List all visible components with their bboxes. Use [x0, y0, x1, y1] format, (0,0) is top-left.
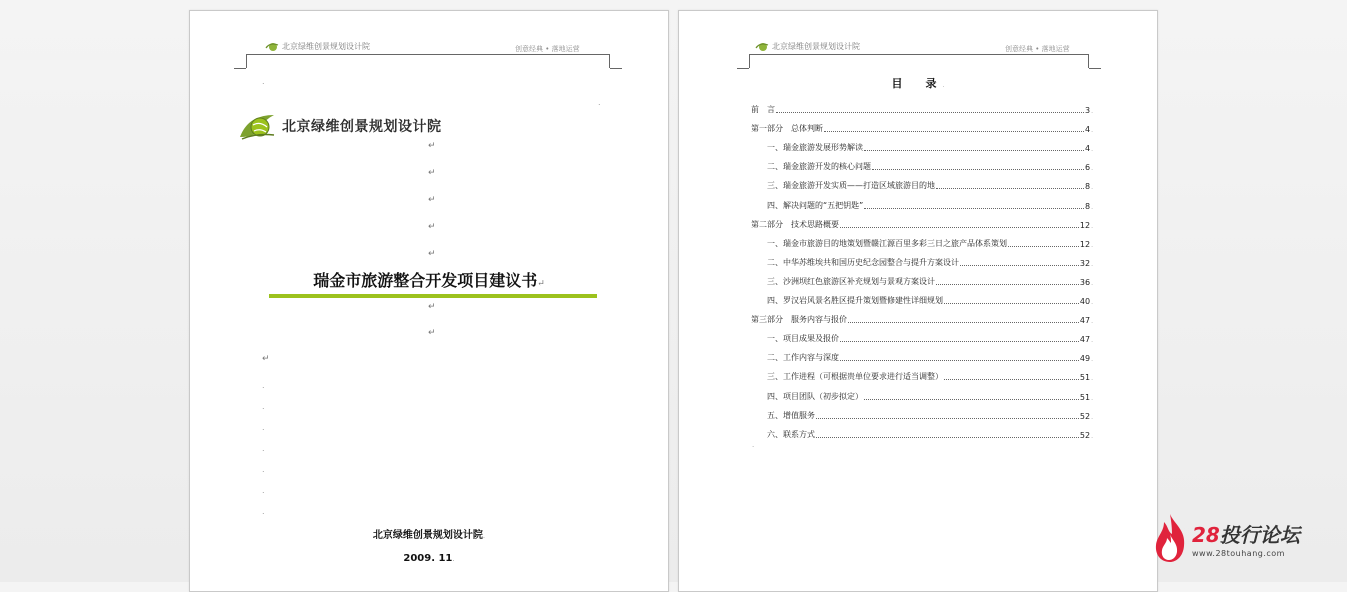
paragraph-mark: . [598, 98, 601, 107]
toc-entry-page: 51 [1079, 392, 1091, 402]
toc-entry-page: 4 [1084, 125, 1091, 135]
document-title: 瑞金市旅游整合开发项目建议书↵ [313, 271, 545, 290]
return-mark: ↵ [428, 141, 436, 151]
org-name: 北京绿维创景规划设计院 [282, 119, 442, 135]
return-mark: ↵ [262, 354, 270, 364]
paragraph-mark: . [1091, 203, 1093, 211]
paragraph-mark: . [262, 444, 265, 453]
toc-entry-label: 二、瑞金旅游开发的核心问题 [767, 162, 871, 172]
cover-footer-org: 北京绿维创景规划设计院. [372, 530, 486, 541]
return-mark: ↵ [428, 222, 436, 232]
title-underline [269, 294, 597, 298]
return-mark: ↵ [428, 249, 436, 259]
toc-entry-label: 第二部分 技术思路概要 [751, 219, 839, 229]
header-logo [755, 41, 860, 52]
paragraph-mark: . [1091, 165, 1093, 173]
paragraph-mark: . [262, 381, 265, 390]
header-rule [246, 54, 610, 70]
header-rule [749, 54, 1089, 70]
paragraph-mark: . [1091, 127, 1093, 135]
toc-leader-dots [848, 322, 1079, 323]
toc-entry-label: 第一部分 总体判断 [751, 124, 823, 134]
toc-entry[interactable] [751, 115, 1093, 134]
toc-entry-page: 3 [1084, 106, 1091, 116]
toc-entry[interactable] [751, 153, 1093, 172]
toc-leader-dots [816, 437, 1079, 438]
paragraph-mark: . [1091, 356, 1093, 364]
paragraph-mark: . [1091, 260, 1093, 268]
toc-leader-dots [936, 188, 1084, 189]
toc-leader-dots [944, 379, 1079, 380]
toc-leader-dots [776, 112, 1084, 113]
toc-entry[interactable] [751, 344, 1093, 363]
toc-entry[interactable] [751, 363, 1093, 382]
toc-entry-label: 四、项目团队（初步拟定） [767, 391, 863, 401]
toc-entry[interactable] [751, 134, 1093, 153]
toc-entry-label: 一、项目成果及报价 [767, 334, 839, 344]
toc-leader-dots [840, 360, 1079, 361]
toc-entry-label: 三、沙洲坝红色旅游区补充规划与景观方案设计 [767, 276, 935, 286]
org-logo [238, 111, 442, 141]
paragraph-mark: . [262, 486, 265, 495]
toc-leader-dots [864, 208, 1084, 209]
flame-icon [1152, 512, 1188, 564]
toc-entry-page: 32 [1079, 258, 1091, 268]
paragraph-mark: . [262, 423, 265, 432]
watermark-name: 投行论坛 [1219, 522, 1300, 547]
paragraph-mark: . [1091, 394, 1093, 402]
watermark-url: www.28touhang.com [1192, 548, 1285, 558]
toc-entry-page: 49 [1079, 354, 1091, 364]
toc-entry-page: 51 [1079, 373, 1091, 383]
header-slogan: 创意经典 • 落地运营 [515, 45, 580, 53]
cover-page [189, 10, 669, 592]
toc-entry-page: 12 [1079, 239, 1091, 249]
paragraph-mark: . [1091, 241, 1093, 249]
paragraph-mark: . [262, 77, 265, 86]
paragraph-mark: . [1091, 108, 1093, 116]
paragraph-mark: . [1091, 299, 1093, 307]
header-slogan: 创意经典 • 落地运营 [1005, 45, 1070, 53]
toc-entry-page: 47 [1079, 335, 1091, 345]
leaf-logo-icon [755, 42, 769, 52]
paragraph-mark: . [1091, 279, 1093, 287]
toc-leader-dots [960, 265, 1079, 266]
paragraph-mark: . [1091, 413, 1093, 421]
return-mark: ↵ [428, 328, 436, 338]
toc-entry-label: 二、工作内容与深度 [767, 353, 839, 363]
return-mark: ↵ [428, 195, 436, 205]
toc-entry[interactable] [751, 230, 1093, 249]
toc-leader-dots [1008, 246, 1079, 247]
header-org-name: 北京绿维创景规划设计院 [282, 42, 370, 51]
toc-entry-page: 52 [1079, 411, 1091, 421]
toc-entry-label: 前 言 [751, 105, 775, 115]
toc-entry[interactable] [751, 172, 1093, 191]
paragraph-mark: . [262, 507, 265, 516]
paragraph-mark: . [1091, 432, 1093, 440]
paragraph-mark: . [1091, 146, 1093, 154]
toc-entry-page: 52 [1079, 430, 1091, 440]
toc-entry[interactable] [751, 382, 1093, 401]
toc-entry-label: 三、瑞金旅游开发实质——打造区域旅游目的地 [767, 181, 935, 191]
toc-entry[interactable] [751, 325, 1093, 344]
paragraph-mark: . [262, 465, 265, 474]
toc-entry-page: 40 [1079, 297, 1091, 307]
toc-leader-dots [816, 418, 1079, 419]
toc-list [751, 96, 1093, 440]
toc-entry-label: 五、增值服务 [767, 410, 815, 420]
paragraph-mark: . [752, 441, 755, 449]
toc-entry-label: 六、联系方式 [767, 429, 815, 439]
toc-entry-page: 36 [1079, 277, 1091, 287]
toc-entry[interactable] [751, 211, 1093, 230]
toc-heading: 目 录. [891, 77, 945, 90]
toc-entry-label: 四、罗汉岩风景名胜区提升策划暨修建性详细规划 [767, 296, 943, 306]
toc-leader-dots [840, 227, 1079, 228]
header-logo [265, 41, 370, 52]
toc-entry[interactable] [751, 287, 1093, 306]
toc-entry[interactable] [751, 96, 1093, 115]
toc-entry[interactable] [751, 268, 1093, 287]
toc-entry[interactable] [751, 402, 1093, 421]
paragraph-mark: . [262, 402, 265, 411]
paragraph-mark: . [1091, 337, 1093, 345]
toc-entry[interactable] [751, 249, 1093, 268]
paragraph-mark: . [1091, 222, 1093, 230]
paragraph-mark: . [1091, 184, 1093, 192]
toc-entry-label: 一、瑞金旅游发展形势解读 [767, 143, 863, 153]
paragraph-mark: . [1091, 375, 1093, 383]
header-rule-left-tick [234, 68, 246, 69]
toc-leader-dots [864, 399, 1079, 400]
header-rule-left-tick [737, 68, 749, 69]
header-rule-right-tick [610, 68, 622, 69]
toc-page [678, 10, 1158, 592]
toc-leader-dots [944, 303, 1079, 304]
toc-leader-dots [824, 131, 1084, 132]
forum-watermark [1152, 506, 1332, 570]
toc-entry-label: 第三部分 服务内容与报价 [751, 315, 847, 325]
toc-entry-page: 4 [1084, 144, 1091, 154]
toc-entry-page: 6 [1084, 163, 1091, 173]
toc-entry-label: 二、中华苏维埃共和国历史纪念园整合与提升方案设计 [767, 257, 959, 267]
cover-date: 2009. 11. [403, 553, 455, 564]
header-rule-right-tick [1089, 68, 1101, 69]
toc-entry[interactable] [751, 421, 1093, 440]
leaf-logo-icon [265, 42, 279, 52]
toc-leader-dots [840, 341, 1079, 342]
return-mark: ↵ [428, 168, 436, 178]
toc-entry-page: 8 [1084, 182, 1091, 192]
toc-entry-page: 47 [1079, 316, 1091, 326]
toc-entry[interactable] [751, 306, 1093, 325]
toc-leader-dots [936, 284, 1079, 285]
toc-leader-dots [872, 169, 1084, 170]
toc-leader-dots [864, 150, 1084, 151]
leaf-globe-logo-icon [238, 111, 276, 141]
header-org-name: 北京绿维创景规划设计院 [772, 42, 860, 51]
toc-entry-label: 四、解决问题的“五把钥匙” [767, 200, 864, 210]
watermark-number: 28 [1192, 522, 1220, 547]
toc-entry[interactable] [751, 191, 1093, 210]
return-mark: ↵ [428, 302, 436, 312]
paragraph-mark: . [1091, 318, 1093, 326]
toc-entry-label: 一、瑞金市旅游目的地策划暨赣江源百里多彩三日之旅产品体系策划 [767, 238, 1007, 248]
toc-entry-page: 12 [1079, 220, 1091, 230]
toc-entry-label: 三、工作进程（可根据贵单位要求进行适当调整） [767, 372, 943, 382]
toc-entry-page: 8 [1084, 201, 1091, 211]
